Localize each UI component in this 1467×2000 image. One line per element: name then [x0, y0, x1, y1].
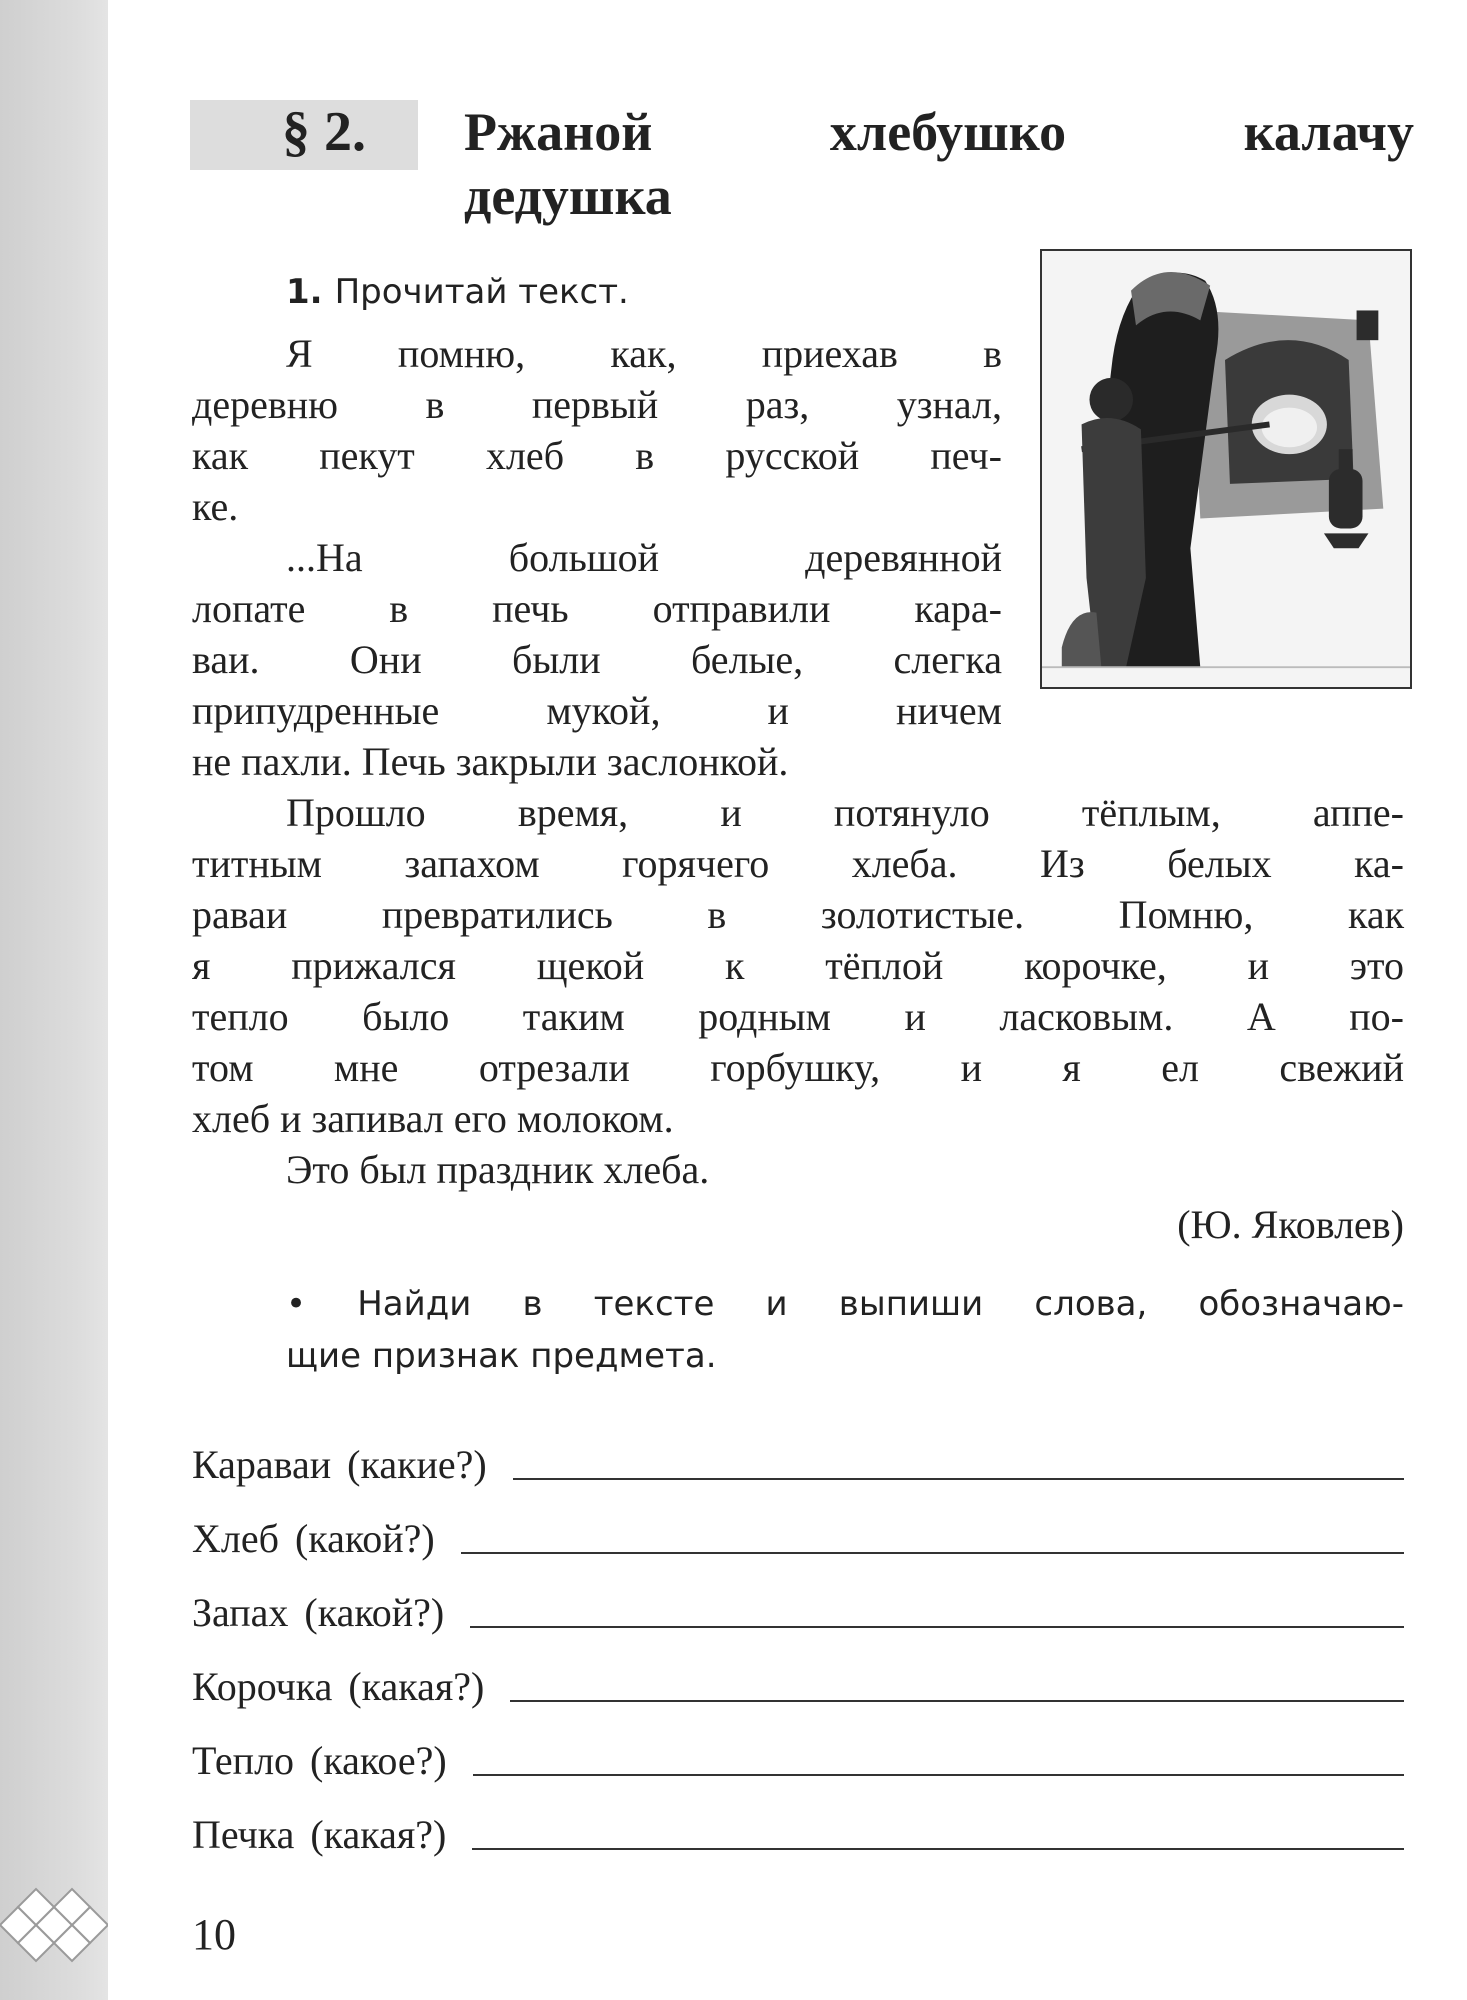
story-line: Прошло время, и потянуло тёплым, аппе-	[286, 790, 1404, 835]
story-line: титным запахом горячего хлеба. Из белых ка-	[192, 841, 1404, 886]
answer-rows	[192, 1416, 1404, 1860]
answer-row-label: Печка (какая?)	[192, 1812, 447, 1857]
story-text-narrow	[192, 328, 1002, 736]
story-line: как пекут хлеб в русской печ-	[192, 433, 1002, 478]
instruction-line-1	[286, 1278, 1404, 1330]
story-line: тепло было таким родным и ласковым. А по-	[192, 994, 1404, 1039]
section-title	[464, 100, 1414, 228]
story-text-wide	[192, 736, 1404, 1195]
story-line: хлеб и запивал его молоком.	[192, 1096, 674, 1141]
story-line: ке.	[192, 484, 239, 529]
illustration-woman-boy-russian-stove-icon	[1042, 251, 1410, 687]
answer-line[interactable]	[473, 1774, 1404, 1776]
story-line: лопате в печь отправили кара-	[192, 586, 1002, 631]
answer-row	[192, 1564, 1404, 1638]
task-1-number: 1.	[286, 272, 323, 312]
story-line: Я помню, как, приехав в	[286, 331, 1002, 376]
task-1-heading	[286, 268, 629, 316]
section-number: § 2.	[282, 101, 366, 163]
answer-row-label: Тепло (какое?)	[192, 1738, 447, 1783]
story-line: раваи превратились в золотистые. Помню, как	[192, 892, 1404, 937]
task-1-text: Прочитай текст.	[334, 272, 629, 312]
answer-line[interactable]	[470, 1626, 1404, 1628]
section-title-line-2: дедушка	[464, 166, 672, 226]
answer-row	[192, 1490, 1404, 1564]
story-line: ваи. Они были белые, слегка	[192, 637, 1002, 682]
page-margin-strip	[0, 0, 108, 2000]
story-line: ...На большой деревянной	[286, 535, 1002, 580]
story-line: том мне отрезали горбушку, и я ел свежий	[192, 1045, 1404, 1090]
section-title-line-1: Ржаной хлебушко калачу	[464, 102, 1414, 162]
answer-line[interactable]	[461, 1552, 1404, 1554]
answer-row	[192, 1638, 1404, 1712]
answer-row	[192, 1416, 1404, 1490]
story-line: не пахли. Печь закрыли заслонкой.	[192, 739, 789, 784]
instruction-text-2: щие признак предмета.	[286, 1336, 717, 1376]
task-instruction	[286, 1278, 1404, 1382]
story-line: деревню в первый раз, узнал,	[192, 382, 1002, 427]
story-illustration	[1040, 249, 1412, 689]
answer-row-label: Корочка (какая?)	[192, 1664, 485, 1709]
answer-line[interactable]	[510, 1700, 1404, 1702]
answer-line[interactable]	[472, 1848, 1404, 1850]
instruction-text-1: Найди в тексте и выпиши слова, обозначаю-	[357, 1284, 1404, 1324]
answer-row	[192, 1786, 1404, 1860]
story-line: я прижался щекой к тёплой корочке, и это	[192, 943, 1404, 988]
diamond-ornament-icon	[0, 1885, 108, 1965]
page-number: 10	[192, 1910, 236, 1959]
story-line: Это был праздник хлеба.	[286, 1147, 710, 1192]
answer-row-label: Запах (какой?)	[192, 1590, 445, 1635]
answer-row-label: Хлеб (какой?)	[192, 1516, 435, 1561]
bullet-icon: •	[286, 1284, 307, 1324]
answer-row	[192, 1712, 1404, 1786]
story-author: (Ю. Яковлев)	[1177, 1202, 1404, 1247]
story-line: припудренные мукой, и ничем	[192, 688, 1002, 733]
answer-line[interactable]	[513, 1478, 1404, 1480]
answer-row-label: Караваи (какие?)	[192, 1442, 487, 1487]
